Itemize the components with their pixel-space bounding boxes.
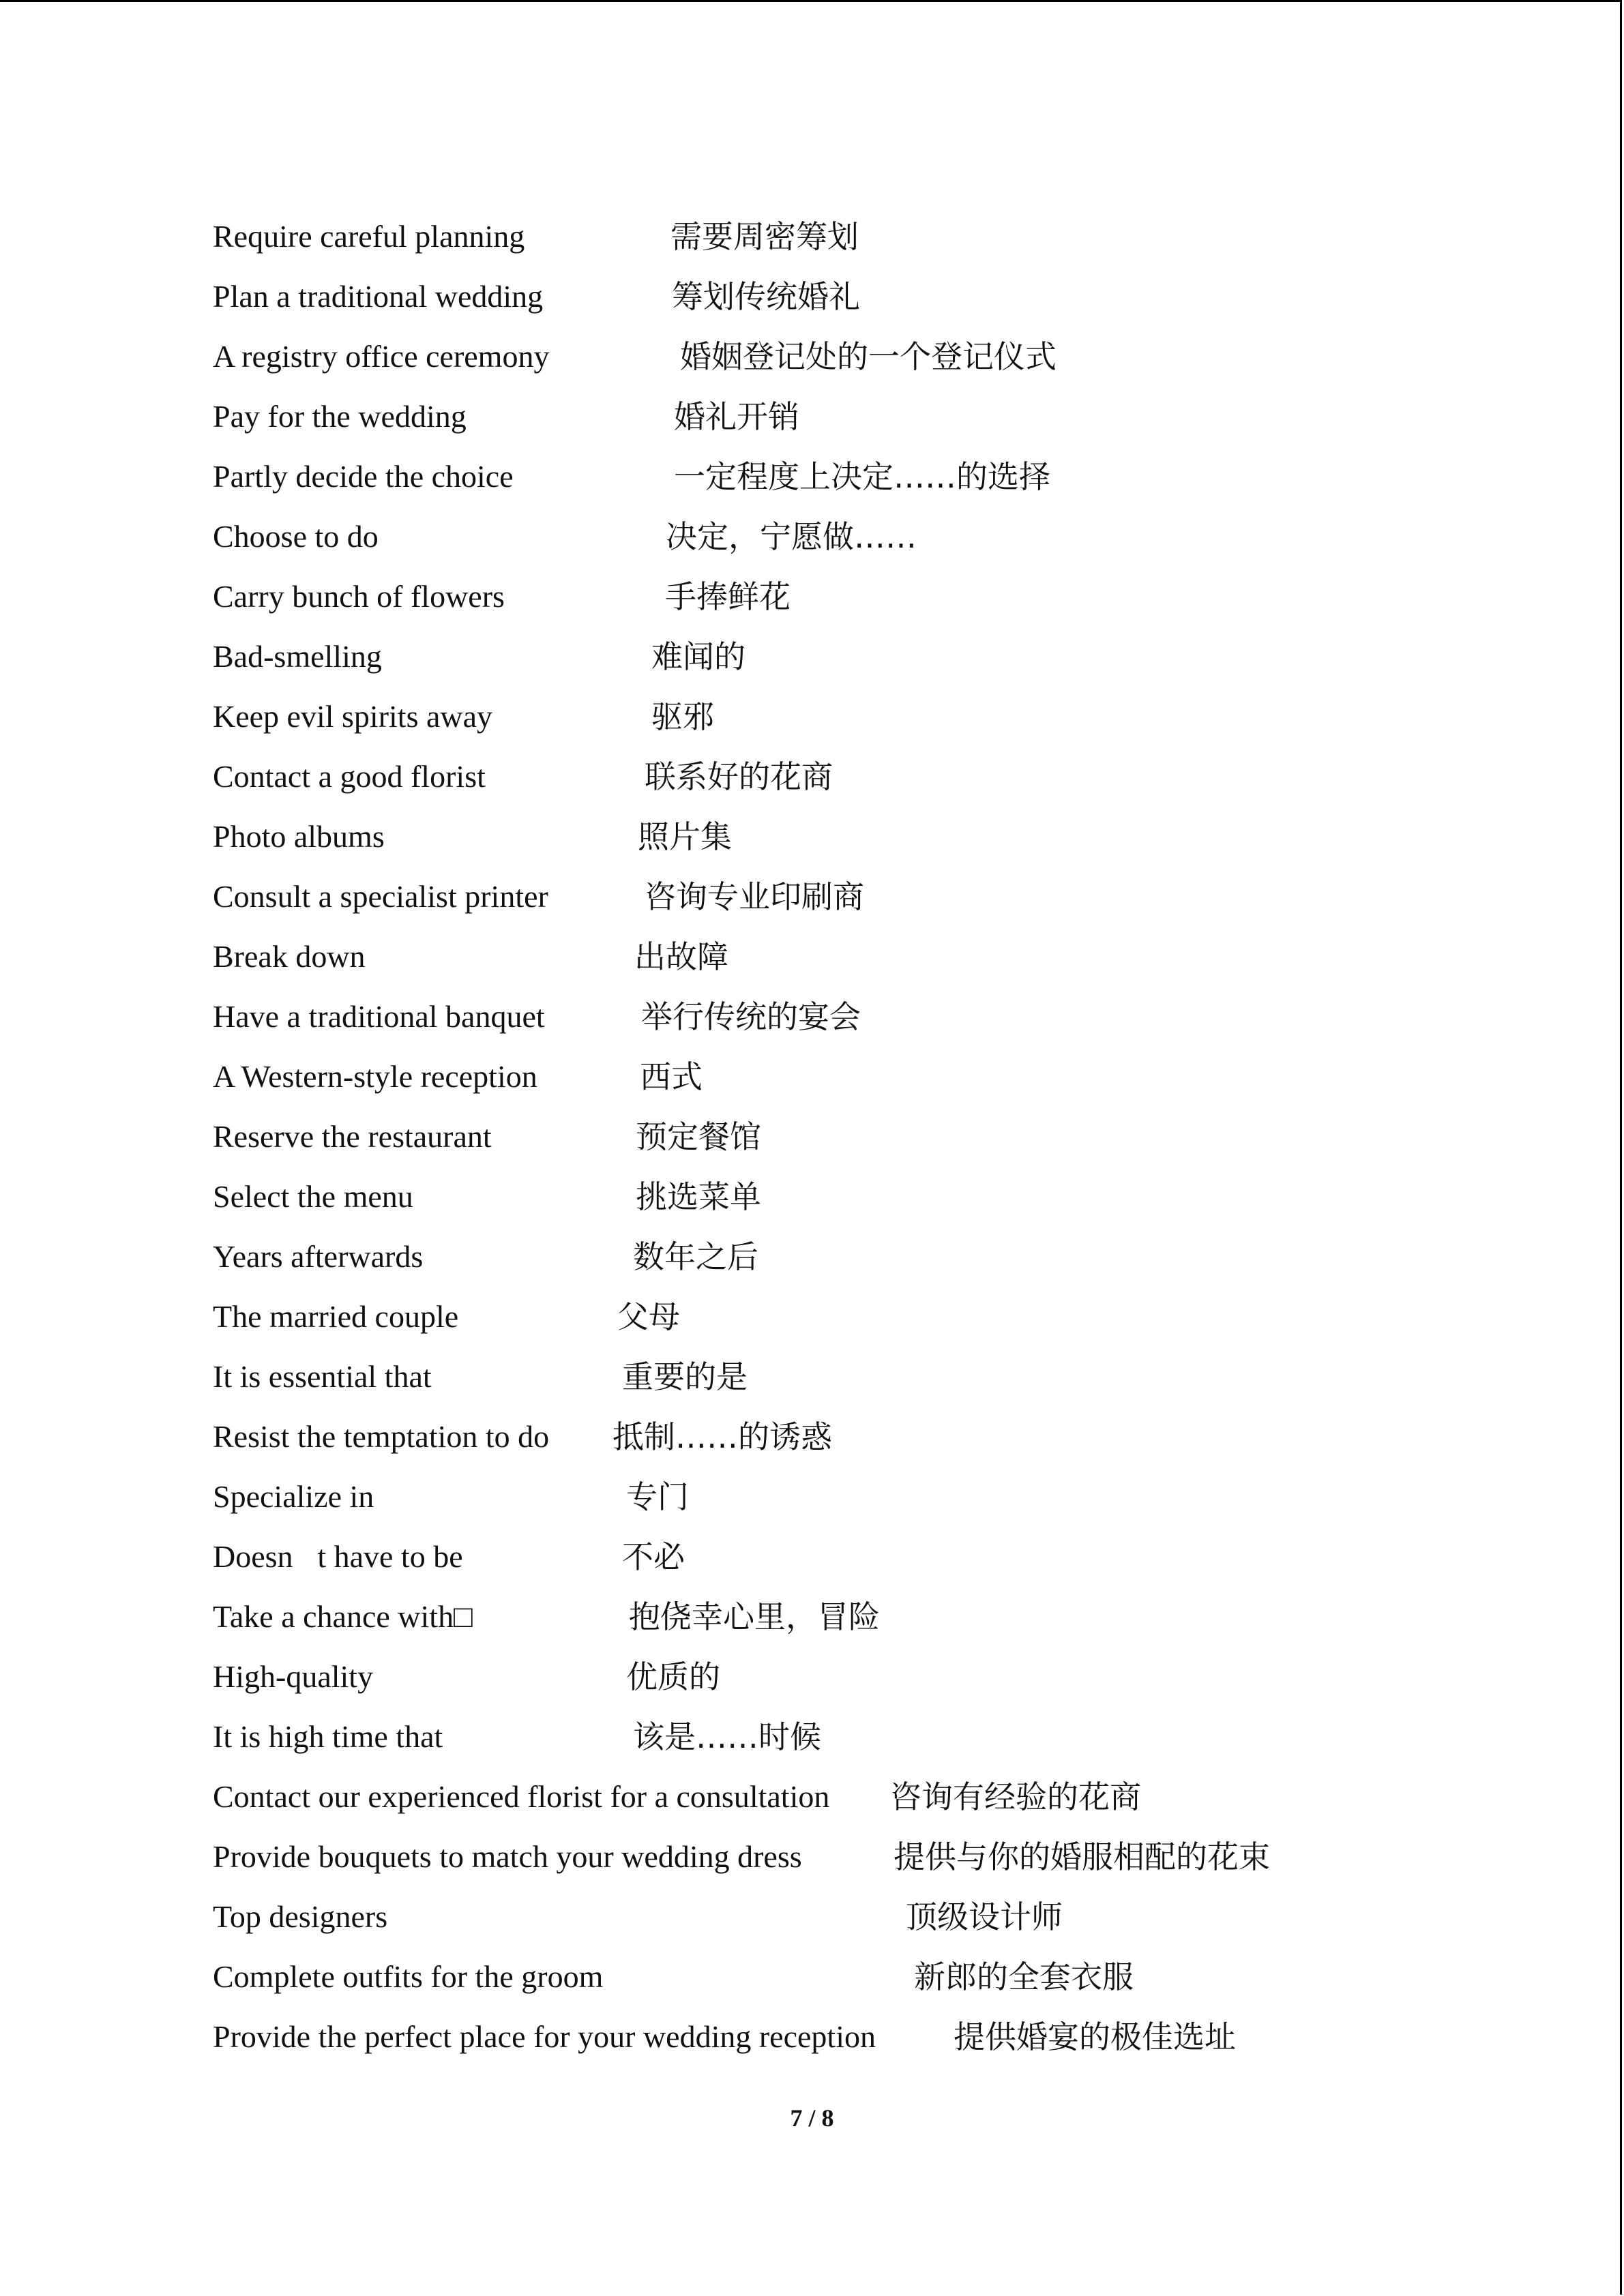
english-term: Take a chance with□ <box>213 1599 473 1634</box>
vocabulary-row <box>0 1830 1624 1884</box>
english-term: Choose to do <box>213 519 379 554</box>
vocabulary-row <box>0 1470 1624 1524</box>
vocabulary-row <box>0 1890 1624 1944</box>
vocabulary-row <box>0 689 1624 744</box>
chinese-translation: 西式 <box>640 1058 703 1095</box>
english-term: Contact our experienced florist for a consultation <box>213 1779 830 1814</box>
vocabulary-row <box>0 629 1624 684</box>
vocabulary-row <box>0 329 1624 384</box>
chinese-translation: 专门 <box>626 1478 689 1515</box>
vocabulary-row <box>0 1590 1624 1644</box>
vocabulary-row <box>0 1770 1624 1824</box>
chinese-translation: 驱邪 <box>651 698 714 735</box>
chinese-translation: 顶级设计师 <box>906 1898 1063 1935</box>
english-term: Provide bouquets to match your wedding dress <box>213 1839 802 1874</box>
chinese-translation: 婚礼开销 <box>674 398 799 435</box>
vocabulary-row <box>0 1710 1624 1764</box>
vocabulary-row <box>0 1109 1624 1164</box>
english-term: High-quality <box>213 1659 374 1694</box>
english-term: The married couple <box>213 1299 459 1334</box>
vocabulary-row <box>0 1650 1624 1704</box>
english-term: Plan a traditional wedding <box>213 279 544 314</box>
english-term: Pay for the wedding <box>213 399 467 434</box>
vocabulary-row <box>0 569 1624 624</box>
english-term: Specialize in <box>213 1479 374 1514</box>
english-term: Top designers <box>213 1899 388 1934</box>
chinese-translation: 抵制……的诱惑 <box>612 1418 832 1455</box>
chinese-translation: 举行传统的宴会 <box>641 998 861 1035</box>
chinese-translation: 父母 <box>617 1298 680 1335</box>
vocabulary-row <box>0 1289 1624 1344</box>
chinese-translation: 挑选菜单 <box>636 1178 761 1215</box>
chinese-translation: 不必 <box>622 1538 685 1575</box>
vocabulary-row <box>0 509 1624 564</box>
vocabulary-row <box>0 1049 1624 1104</box>
chinese-translation: 提供婚宴的极佳选址 <box>954 2018 1236 2055</box>
english-term: It is high time that <box>213 1719 443 1754</box>
chinese-translation: 提供与你的婚服相配的花束 <box>894 1838 1270 1875</box>
vocabulary-row <box>0 929 1624 984</box>
chinese-translation: 咨询有经验的花商 <box>890 1778 1141 1815</box>
chinese-translation: 出故障 <box>634 938 728 975</box>
chinese-translation: 婚姻登记处的一个登记仪式 <box>680 338 1057 375</box>
english-term: Require careful planning <box>213 219 525 254</box>
vocabulary-row <box>0 1229 1624 1284</box>
chinese-translation: 决定，宁愿做…… <box>666 518 917 555</box>
chinese-translation: 一定程度上决定……的选择 <box>674 458 1050 495</box>
vocabulary-row <box>0 809 1624 864</box>
chinese-translation: 筹划传统婚礼 <box>672 278 860 315</box>
vocabulary-row <box>0 869 1624 924</box>
english-term: Keep evil spirits away <box>213 699 493 734</box>
chinese-translation: 照片集 <box>638 818 732 855</box>
english-term: Reserve the restaurant <box>213 1119 492 1154</box>
english-term: A registry office ceremony <box>213 339 550 374</box>
english-term: Contact a good florist <box>213 759 486 794</box>
chinese-translation: 预定餐馆 <box>636 1118 761 1155</box>
english-term: Select the menu <box>213 1179 413 1214</box>
english-term: It is essential that <box>213 1359 432 1394</box>
english-term: Partly decide the choice <box>213 459 514 494</box>
chinese-translation: 抱侥幸心里，冒险 <box>629 1598 880 1635</box>
vocabulary-row <box>0 1350 1624 1404</box>
vocabulary-row <box>0 2010 1624 2064</box>
page-number: 7 / 8 <box>790 2104 834 2132</box>
vocabulary-row <box>0 1410 1624 1464</box>
vocabulary-row <box>0 1950 1624 2004</box>
chinese-translation: 重要的是 <box>622 1358 748 1395</box>
vocabulary-row <box>0 389 1624 444</box>
chinese-translation: 咨询专业印刷商 <box>645 878 864 915</box>
vocabulary-row <box>0 269 1624 324</box>
english-term: Provide the perfect place for your wedding reception <box>213 2019 876 2054</box>
english-term: Photo albums <box>213 819 385 854</box>
chinese-translation: 需要周密筹划 <box>670 218 859 255</box>
chinese-translation: 数年之后 <box>633 1238 758 1275</box>
english-term: Years afterwards <box>213 1239 424 1274</box>
chinese-translation: 手捧鲜花 <box>665 578 791 615</box>
english-term: Carry bunch of flowers <box>213 579 505 614</box>
english-term: A Western-style reception <box>213 1059 537 1094</box>
english-term: Doesn t have to be <box>213 1539 463 1574</box>
vocabulary-row <box>0 449 1624 504</box>
english-term: Consult a specialist printer <box>213 879 548 914</box>
english-term: Bad-smelling <box>213 639 382 674</box>
vocabulary-row <box>0 749 1624 804</box>
english-term: Resist the temptation to do <box>213 1419 550 1454</box>
vocabulary-row <box>0 1530 1624 1584</box>
vocabulary-row <box>0 989 1624 1044</box>
chinese-translation: 难闻的 <box>651 638 745 675</box>
chinese-translation: 联系好的花商 <box>645 758 833 795</box>
vocabulary-row <box>0 1169 1624 1224</box>
chinese-translation: 优质的 <box>626 1658 720 1695</box>
chinese-translation: 新郎的全套衣服 <box>914 1958 1134 1995</box>
vocabulary-row <box>0 209 1624 264</box>
chinese-translation: 该是……时候 <box>633 1718 821 1755</box>
english-term: Have a traditional banquet <box>213 999 545 1034</box>
english-term: Complete outfits for the groom <box>213 1959 604 1994</box>
english-term: Break down <box>213 939 366 974</box>
